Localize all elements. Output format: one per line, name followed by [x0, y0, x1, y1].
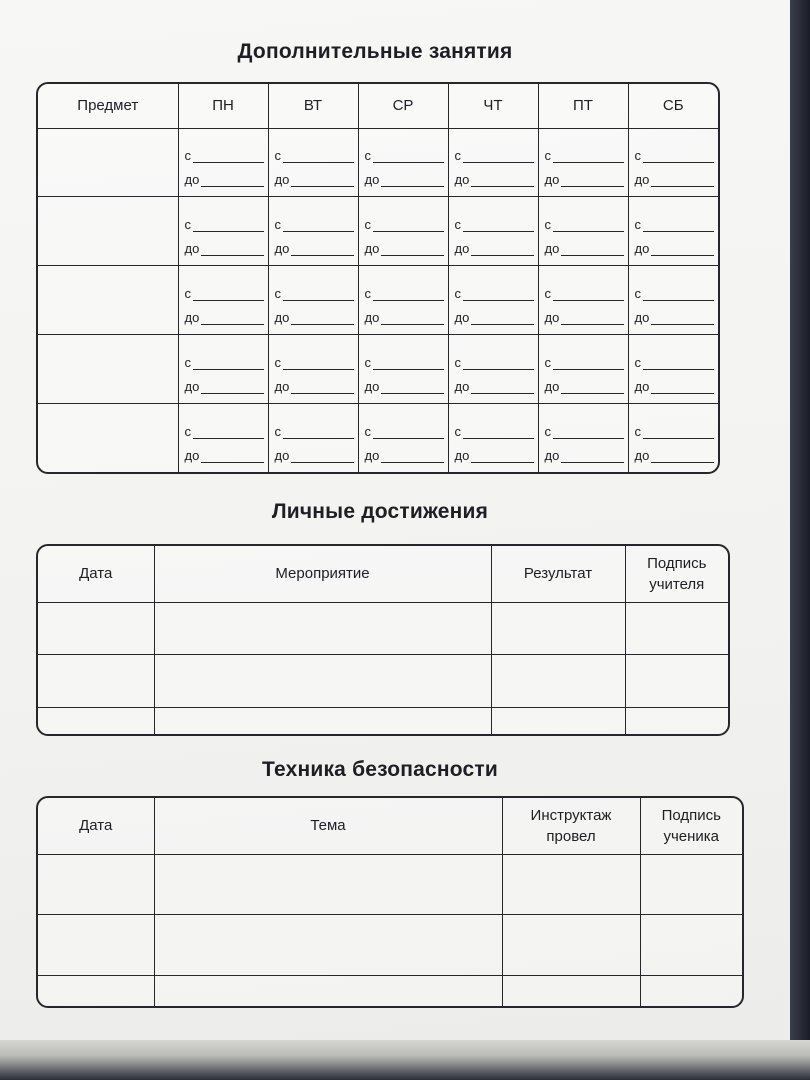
time-to-line	[635, 232, 715, 256]
fill-in-line[interactable]	[373, 357, 444, 370]
to-label: до	[634, 172, 650, 188]
fill-in-line[interactable]	[201, 174, 263, 187]
time-from-line	[365, 139, 444, 163]
fill-in-line[interactable]	[201, 312, 263, 325]
from-label: с	[454, 217, 461, 233]
safety-cell[interactable]	[502, 915, 640, 976]
time-to-line	[545, 370, 624, 394]
time-slot-cell[interactable]	[538, 197, 628, 266]
fill-in-line[interactable]	[463, 150, 534, 163]
fill-in-line[interactable]	[291, 174, 353, 187]
fill-in-line[interactable]	[193, 150, 264, 163]
time-from-line	[275, 277, 354, 301]
from-label: с	[274, 148, 281, 164]
from-label: с	[544, 286, 551, 302]
fill-in-line[interactable]	[193, 288, 264, 301]
col-header-subject: Предмет	[38, 84, 178, 128]
time-slot-cell[interactable]	[448, 197, 538, 266]
from-label: с	[364, 424, 371, 440]
student-signature-line1: Подпись	[661, 806, 721, 824]
time-from-line	[275, 208, 354, 232]
fill-in-line[interactable]	[373, 288, 444, 301]
from-label: с	[634, 217, 641, 233]
time-from-line	[185, 277, 264, 301]
from-label: с	[364, 148, 371, 164]
subject-cell[interactable]	[38, 128, 178, 197]
time-from-line	[185, 208, 264, 232]
from-label: с	[274, 424, 281, 440]
fill-in-line[interactable]	[643, 219, 714, 232]
fill-in-line[interactable]	[201, 243, 263, 256]
achievement-cell[interactable]	[625, 655, 728, 708]
time-slot-cell[interactable]	[538, 404, 628, 472]
time-from-line	[365, 346, 444, 370]
fill-in-line[interactable]	[643, 426, 714, 439]
to-label: до	[184, 379, 200, 395]
time-to-line	[185, 439, 264, 463]
to-label: до	[274, 241, 290, 257]
time-from-line	[365, 415, 444, 439]
to-label: до	[544, 379, 560, 395]
to-label: до	[184, 241, 200, 257]
achievement-row	[38, 708, 728, 734]
from-label: с	[274, 355, 281, 371]
safety-cell[interactable]	[38, 854, 154, 915]
time-slot-cell[interactable]	[538, 266, 628, 335]
fill-in-line[interactable]	[193, 426, 264, 439]
time-slot-cell[interactable]	[628, 128, 718, 197]
subject-cell[interactable]	[38, 197, 178, 266]
col-header-topic: Тема	[154, 798, 502, 854]
fill-in-line[interactable]	[283, 150, 354, 163]
extra-classes-row	[38, 197, 718, 266]
time-slot-cell[interactable]	[448, 335, 538, 404]
achievement-cell[interactable]	[154, 602, 491, 655]
col-header-thu: ЧТ	[448, 84, 538, 128]
col-header-instructed-by	[502, 798, 640, 854]
fill-in-line[interactable]	[193, 357, 264, 370]
time-to-line	[635, 163, 715, 187]
to-label: до	[454, 310, 470, 326]
fill-in-line[interactable]	[193, 219, 264, 232]
to-label: до	[274, 310, 290, 326]
to-label: до	[544, 448, 560, 464]
fill-in-line[interactable]	[561, 450, 623, 463]
to-label: до	[274, 172, 290, 188]
time-slot-cell[interactable]	[358, 266, 448, 335]
from-label: с	[184, 217, 191, 233]
time-to-line	[635, 301, 715, 325]
time-from-line	[545, 415, 624, 439]
time-to-line	[455, 370, 534, 394]
fill-in-line[interactable]	[201, 381, 263, 394]
time-to-line	[545, 232, 624, 256]
time-to-line	[275, 232, 354, 256]
to-label: до	[454, 241, 470, 257]
safety-row	[38, 976, 742, 1006]
time-slot-cell[interactable]	[448, 128, 538, 197]
time-from-line	[275, 415, 354, 439]
fill-in-line[interactable]	[283, 357, 354, 370]
time-to-line	[365, 232, 444, 256]
time-to-line	[365, 370, 444, 394]
to-label: до	[544, 172, 560, 188]
from-label: с	[634, 424, 641, 440]
fill-in-line[interactable]	[291, 243, 353, 256]
time-to-line	[545, 301, 624, 325]
instructed-line1: Инструктаж	[530, 806, 612, 824]
time-slot-cell[interactable]	[268, 128, 358, 197]
safety-row	[38, 854, 742, 915]
fill-in-line[interactable]	[373, 150, 444, 163]
achievement-cell[interactable]	[625, 708, 728, 734]
from-label: с	[364, 355, 371, 371]
from-label: с	[544, 217, 551, 233]
fill-in-line[interactable]	[553, 288, 624, 301]
fill-in-line[interactable]	[471, 174, 533, 187]
col-header-student-signature	[640, 798, 742, 854]
fill-in-line[interactable]	[651, 243, 714, 256]
fill-in-line[interactable]	[651, 312, 714, 325]
fill-in-line[interactable]	[381, 312, 443, 325]
col-header-date: Дата	[38, 546, 154, 602]
time-slot-cell[interactable]	[358, 197, 448, 266]
fill-in-line[interactable]	[561, 312, 623, 325]
time-slot-cell[interactable]	[178, 197, 268, 266]
from-label: с	[634, 286, 641, 302]
time-slot-cell[interactable]	[628, 197, 718, 266]
achievement-cell[interactable]	[491, 708, 625, 734]
safety-cell[interactable]	[154, 915, 502, 976]
extra-classes-row	[38, 335, 718, 404]
safety-table	[36, 796, 744, 1008]
to-label: до	[184, 310, 200, 326]
fill-in-line[interactable]	[381, 243, 443, 256]
time-from-line	[455, 208, 534, 232]
time-from-line	[185, 346, 264, 370]
from-label: с	[544, 424, 551, 440]
fill-in-line[interactable]	[381, 381, 443, 394]
safety-cell[interactable]	[502, 976, 640, 1006]
fill-in-line[interactable]	[291, 450, 353, 463]
time-to-line	[365, 301, 444, 325]
safety-cell[interactable]	[154, 854, 502, 915]
time-to-line	[455, 232, 534, 256]
safety-cell[interactable]	[154, 976, 502, 1006]
from-label: с	[544, 355, 551, 371]
fill-in-line[interactable]	[643, 288, 714, 301]
fill-in-line[interactable]	[471, 243, 533, 256]
time-slot-cell[interactable]	[178, 266, 268, 335]
time-slot-cell[interactable]	[178, 404, 268, 472]
time-slot-cell[interactable]	[268, 197, 358, 266]
to-label: до	[454, 172, 470, 188]
from-label: с	[364, 217, 371, 233]
col-header-event: Мероприятие	[154, 546, 491, 602]
time-slot-cell[interactable]	[448, 404, 538, 472]
to-label: до	[364, 448, 380, 464]
to-label: до	[454, 379, 470, 395]
achievement-cell[interactable]	[38, 655, 154, 708]
from-label: с	[634, 355, 641, 371]
from-label: с	[634, 148, 641, 164]
to-label: до	[364, 310, 380, 326]
from-label: с	[274, 286, 281, 302]
notebook-cover-edge	[790, 0, 810, 1080]
col-header-sat: СБ	[628, 84, 718, 128]
time-from-line	[545, 346, 624, 370]
time-from-line	[545, 277, 624, 301]
teacher-signature-line1: Подпись	[647, 554, 707, 572]
safety-cell[interactable]	[640, 976, 742, 1006]
fill-in-line[interactable]	[651, 450, 714, 463]
fill-in-line[interactable]	[643, 357, 714, 370]
time-to-line	[635, 370, 715, 394]
from-label: с	[454, 424, 461, 440]
time-to-line	[275, 163, 354, 187]
safety-header-row	[38, 798, 742, 854]
from-label: с	[364, 286, 371, 302]
to-label: до	[364, 241, 380, 257]
safety-title: Техника безопасности	[261, 758, 499, 781]
from-label: с	[274, 217, 281, 233]
time-to-line	[185, 163, 264, 187]
safety-cell[interactable]	[640, 915, 742, 976]
fill-in-line[interactable]	[381, 450, 443, 463]
notebook-bottom-edge	[0, 1040, 810, 1080]
time-from-line	[455, 346, 534, 370]
time-slot-cell[interactable]	[538, 128, 628, 197]
achievement-cell[interactable]	[625, 602, 728, 655]
time-to-line	[275, 370, 354, 394]
time-from-line	[545, 208, 624, 232]
achievement-cell[interactable]	[154, 655, 491, 708]
time-slot-cell[interactable]	[268, 335, 358, 404]
time-slot-cell[interactable]	[358, 128, 448, 197]
time-slot-cell[interactable]	[448, 266, 538, 335]
time-from-line	[635, 208, 715, 232]
safety-cell[interactable]	[640, 854, 742, 915]
safety-cell[interactable]	[38, 915, 154, 976]
to-label: до	[184, 172, 200, 188]
time-to-line	[545, 163, 624, 187]
time-to-line	[275, 439, 354, 463]
time-to-line	[365, 163, 444, 187]
fill-in-line[interactable]	[471, 450, 533, 463]
time-slot-cell[interactable]	[538, 335, 628, 404]
fill-in-line[interactable]	[471, 381, 533, 394]
extra-classes-row	[38, 404, 718, 472]
to-label: до	[634, 241, 650, 257]
fill-in-line[interactable]	[561, 174, 623, 187]
to-label: до	[364, 172, 380, 188]
fill-in-line[interactable]	[553, 357, 624, 370]
achievement-cell[interactable]	[38, 708, 154, 734]
to-label: до	[634, 310, 650, 326]
time-to-line	[635, 439, 715, 463]
col-header-tue: ВТ	[268, 84, 358, 128]
time-from-line	[275, 346, 354, 370]
from-label: с	[454, 286, 461, 302]
extra-classes-title: Дополнительные занятия	[237, 40, 513, 63]
time-from-line	[275, 139, 354, 163]
col-header-result: Результат	[491, 546, 625, 602]
fill-in-line[interactable]	[561, 243, 623, 256]
time-from-line	[185, 415, 264, 439]
to-label: до	[274, 448, 290, 464]
extra-classes-row	[38, 266, 718, 335]
fill-in-line[interactable]	[283, 426, 354, 439]
fill-in-line[interactable]	[463, 219, 534, 232]
time-to-line	[185, 232, 264, 256]
to-label: до	[634, 379, 650, 395]
extra-classes-row	[38, 128, 718, 197]
time-to-line	[455, 301, 534, 325]
time-to-line	[185, 301, 264, 325]
extra-classes-header-row	[38, 84, 718, 128]
time-slot-cell[interactable]	[358, 335, 448, 404]
subject-cell[interactable]	[38, 266, 178, 335]
to-label: до	[364, 379, 380, 395]
time-from-line	[455, 139, 534, 163]
time-from-line	[545, 139, 624, 163]
col-header-mon: ПН	[178, 84, 268, 128]
instructed-line2: провел	[546, 827, 596, 845]
from-label: с	[454, 355, 461, 371]
from-label: с	[184, 286, 191, 302]
time-from-line	[365, 208, 444, 232]
achievements-header-row	[38, 546, 728, 602]
student-signature-line2: ученика	[663, 827, 720, 845]
fill-in-line[interactable]	[561, 381, 623, 394]
time-slot-cell[interactable]	[178, 128, 268, 197]
from-label: с	[184, 355, 191, 371]
time-from-line	[365, 277, 444, 301]
fill-in-line[interactable]	[651, 381, 714, 394]
achievement-row	[38, 655, 728, 708]
time-to-line	[455, 439, 534, 463]
fill-in-line[interactable]	[553, 426, 624, 439]
time-to-line	[455, 163, 534, 187]
time-slot-cell[interactable]	[268, 404, 358, 472]
fill-in-line[interactable]	[471, 312, 533, 325]
time-from-line	[635, 277, 715, 301]
fill-in-line[interactable]	[553, 150, 624, 163]
time-to-line	[185, 370, 264, 394]
fill-in-line[interactable]	[373, 426, 444, 439]
fill-in-line[interactable]	[373, 219, 444, 232]
fill-in-line[interactable]	[463, 357, 534, 370]
achievement-cell[interactable]	[154, 708, 491, 734]
to-label: до	[634, 448, 650, 464]
fill-in-line[interactable]	[553, 219, 624, 232]
achievement-cell[interactable]	[491, 655, 625, 708]
fill-in-line[interactable]	[651, 174, 714, 187]
achievement-row	[38, 602, 728, 655]
col-header-fri: ПТ	[538, 84, 628, 128]
fill-in-line[interactable]	[643, 150, 714, 163]
col-header-wed: СР	[358, 84, 448, 128]
time-from-line	[455, 277, 534, 301]
teacher-signature-line2: учителя	[649, 575, 705, 593]
subject-cell[interactable]	[38, 404, 178, 472]
to-label: до	[544, 310, 560, 326]
safety-cell[interactable]	[38, 976, 154, 1006]
safety-row	[38, 915, 742, 976]
time-to-line	[545, 439, 624, 463]
col-header-safety-date: Дата	[38, 798, 154, 854]
fill-in-line[interactable]	[381, 174, 443, 187]
to-label: до	[184, 448, 200, 464]
achievement-cell[interactable]	[491, 602, 625, 655]
time-slot-cell[interactable]	[628, 266, 718, 335]
fill-in-line[interactable]	[291, 381, 353, 394]
time-slot-cell[interactable]	[358, 404, 448, 472]
time-from-line	[185, 139, 264, 163]
achievements-table	[36, 544, 730, 736]
extra-classes-table	[36, 82, 720, 474]
time-to-line	[365, 439, 444, 463]
from-label: с	[454, 148, 461, 164]
to-label: до	[544, 241, 560, 257]
fill-in-line[interactable]	[463, 426, 534, 439]
from-label: с	[184, 424, 191, 440]
time-from-line	[455, 415, 534, 439]
fill-in-line[interactable]	[283, 288, 354, 301]
achievement-cell[interactable]	[38, 602, 154, 655]
from-label: с	[544, 148, 551, 164]
safety-cell[interactable]	[502, 854, 640, 915]
time-from-line	[635, 415, 715, 439]
time-slot-cell[interactable]	[178, 335, 268, 404]
fill-in-line[interactable]	[201, 450, 263, 463]
achievements-title: Личные достижения	[271, 500, 489, 523]
subject-cell[interactable]	[38, 335, 178, 404]
time-from-line	[635, 139, 715, 163]
fill-in-line[interactable]	[463, 288, 534, 301]
from-label: с	[184, 148, 191, 164]
time-slot-cell[interactable]	[628, 335, 718, 404]
time-to-line	[275, 301, 354, 325]
col-header-teacher-signature	[625, 546, 728, 602]
fill-in-line[interactable]	[283, 219, 354, 232]
fill-in-line[interactable]	[291, 312, 353, 325]
to-label: до	[454, 448, 470, 464]
time-slot-cell[interactable]	[628, 404, 718, 472]
time-from-line	[635, 346, 715, 370]
time-slot-cell[interactable]	[268, 266, 358, 335]
to-label: до	[274, 379, 290, 395]
